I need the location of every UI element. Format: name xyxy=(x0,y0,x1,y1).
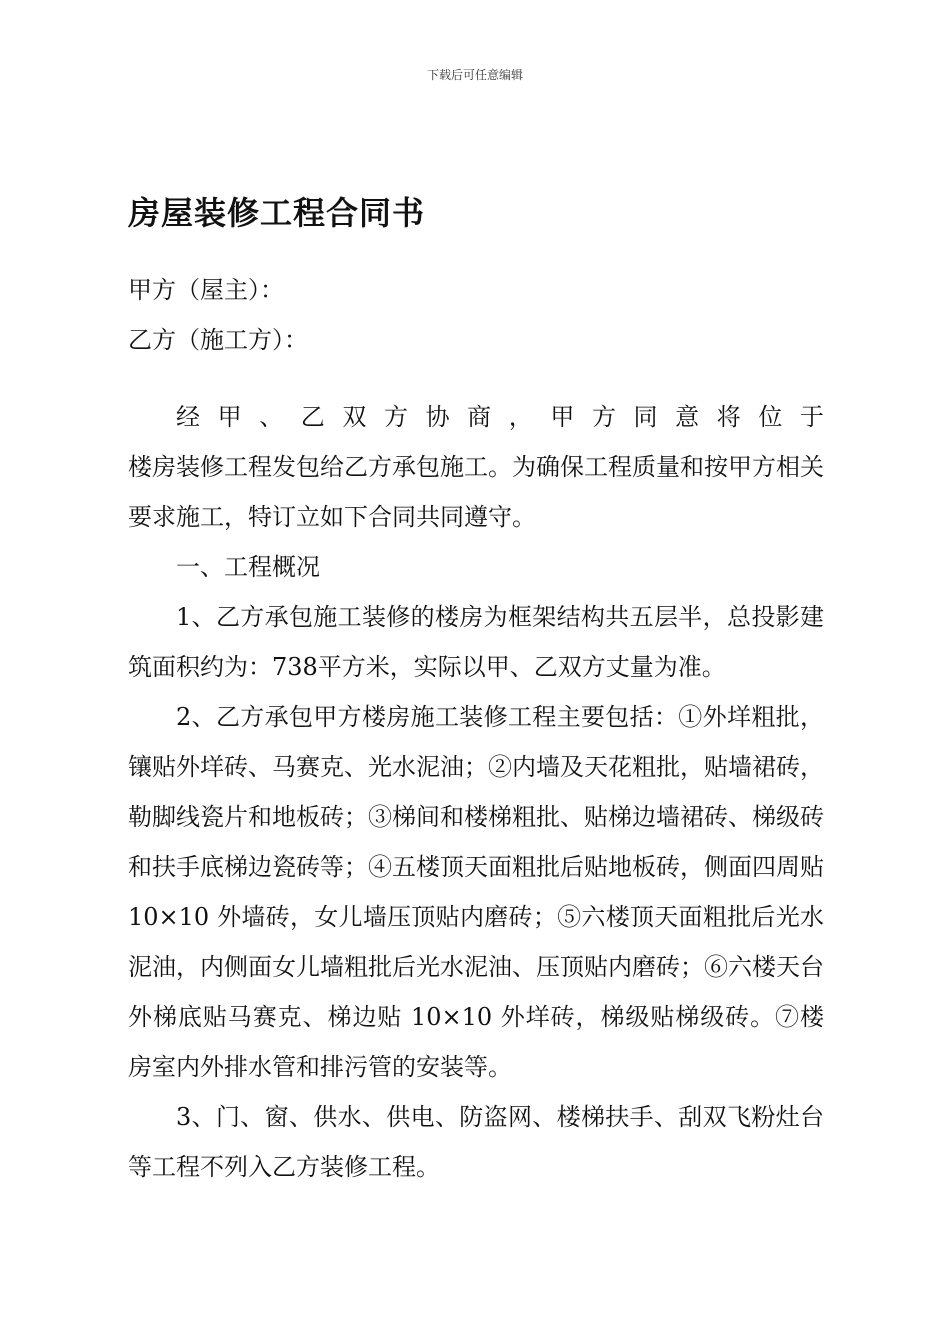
document-title: 房屋装修工程合同书 xyxy=(128,194,426,232)
intro-word: 将 xyxy=(716,403,741,431)
party-b-line: 乙方（施工方）： xyxy=(128,326,308,354)
intro-word: 乙 xyxy=(300,403,325,431)
intro-word: 方 xyxy=(591,403,616,431)
intro-word: 、 xyxy=(259,403,284,431)
intro-word: 商 xyxy=(467,403,492,431)
intro-word: 双 xyxy=(342,403,367,431)
intro-word: 意 xyxy=(675,403,700,431)
intro-word: ， xyxy=(508,403,533,431)
intro-word: 方 xyxy=(383,403,408,431)
intro-word: 于 xyxy=(799,403,824,431)
intro-word: 甲 xyxy=(550,403,575,431)
clause-1: 1、乙方承包施工装修的楼房为框架结构共五层半，总投影建筑面积约为：738平方米，实际以甲、乙双方丈量为准。 xyxy=(128,603,824,681)
intro-word: 同 xyxy=(633,403,658,431)
intro-first-line xyxy=(128,392,824,442)
party-a-line: 甲方（屋主）： xyxy=(128,276,284,304)
section-heading: 一、工程概况 xyxy=(176,553,320,581)
intro-paragraph-rest: 楼房装修工程发包给乙方承包施工。为确保工程质量和按甲方相关要求施工，特订立如下合同共同遵守。 xyxy=(128,453,824,531)
intro-word: 经 xyxy=(176,403,200,431)
intro-word: 位 xyxy=(758,403,783,431)
contract-body xyxy=(128,392,824,1192)
intro-word: 甲 xyxy=(217,403,242,431)
clause-2: 2、乙方承包甲方楼房施工装修工程主要包括：①外垟粗批，镶贴外垟砖、马赛克、光水泥油；②内墙及天花粗批，贴墙裙砖，勒脚线瓷片和地板砖；③梯间和楼梯粗批、贴梯边墙裙砖、梯级砖和扶手底梯边瓷砖等；④五楼顶天面粗批后贴地板砖，侧面四周贴 10×10 外墙砖，女儿墙压顶贴内磨砖；⑤六楼顶天面粗批后光水泥油，内侧面女儿墙粗批后光水泥油、压顶贴内磨砖；⑥六楼天台外梯底贴马赛克、梯边贴 10×10 外垟砖，梯级贴梯级砖。⑦楼房室内外排水管和排污管的安装等。 xyxy=(128,703,824,1081)
intro-word: 协 xyxy=(425,403,450,431)
clause-3: 3、门、窗、供水、供电、防盗网、楼梯扶手、刮双飞粉灶台等工程不列入乙方装修工程。 xyxy=(128,1103,824,1181)
header-note: 下载后可任意编辑 xyxy=(426,68,523,82)
